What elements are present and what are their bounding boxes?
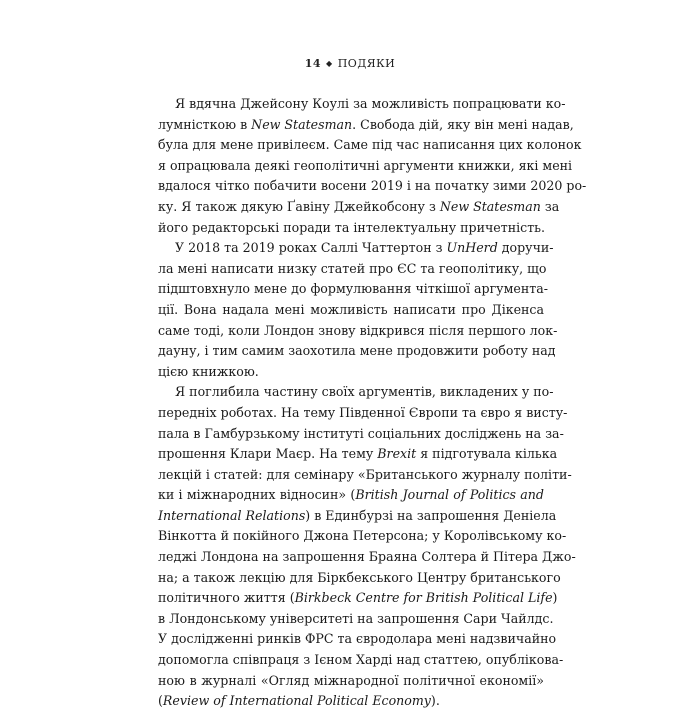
text-run: була для мене привілеєм. Саме під час написання цих колонок [158, 137, 582, 153]
text-run: леджі Лондона на запрошення Браяна Солтера й Пітера Джо- [158, 549, 576, 565]
text-line [158, 588, 558, 609]
text-line [158, 218, 544, 239]
text-line [158, 197, 560, 218]
text-run: ) в Единбурзі на запрошення Деніела [305, 507, 557, 523]
italic-title: New Statesman [251, 116, 353, 132]
text-run: доручи- [497, 240, 554, 256]
text-line [158, 506, 557, 527]
text-run: пала в Гамбурзькому інституті соціальних досліджень на за- [158, 425, 564, 441]
text-run: ції. Вона надала мені можливість написати про Дікенса [158, 301, 544, 317]
text-line [158, 94, 566, 115]
text-run: саме тоді, коли Лондон знову відкрився після першого лок- [158, 322, 558, 338]
text-line [158, 341, 556, 362]
text-line [158, 671, 544, 692]
italic-title: Review of International Political Economy [162, 693, 431, 709]
text-run: цією книжкою. [158, 363, 259, 379]
italic-title: Birkbeck Centre for British Political Life [294, 590, 553, 606]
text-run: його редакторські поради та інтелектуальну причетність. [158, 219, 546, 235]
text-line [158, 465, 572, 486]
text-run: я підготувала кілька [416, 446, 558, 462]
text-run: ) [552, 590, 558, 606]
text-run: ла мені написати низку статей про ЄС та геополітику, що [158, 260, 547, 276]
text-run: допомогла співпраця з Ієном Харді над статтею, опублікова- [158, 652, 564, 668]
text-line [158, 547, 576, 568]
text-run: У 2018 та 2019 роках Саллі Чаттертон з [175, 240, 447, 256]
text-run: дауну, і тим самим заохотила мене продовжити роботу над [158, 343, 556, 359]
text-line [158, 691, 544, 712]
diamond-separator-icon: ◆ [326, 59, 333, 68]
text-run: ки і міжнародних відносин» ( [158, 487, 356, 503]
text-run: за [540, 198, 560, 214]
text-line [158, 568, 561, 589]
text-line [158, 629, 557, 650]
text-line [158, 259, 547, 280]
text-run: У дослідженні ринків ФРС та євродолара мені надзвичайно [158, 631, 557, 647]
text-run: вдалося чітко побачити восени 2019 і на початку зими 2020 ро- [158, 178, 587, 194]
text-line [158, 609, 554, 630]
text-run: ). [430, 693, 440, 709]
italic-title: UnHerd [446, 240, 498, 256]
text-run: Я поглибила частину своїх аргументів, викладених у по- [175, 384, 554, 400]
text-run: я опрацювала деякі геополітичні аргументи книжки, які мені [158, 157, 573, 173]
paragraph [158, 382, 576, 712]
italic-title: International Relations [158, 507, 306, 523]
text-line [158, 115, 574, 136]
page-number: 14 [304, 57, 322, 70]
text-line [158, 279, 548, 300]
italic-title: British Journal of Politics and [355, 487, 544, 503]
text-run: підштовхнуло мене до формулювання чіткішої аргумента- [158, 281, 548, 297]
running-header [0, 56, 700, 73]
text-line [158, 403, 568, 424]
text-line [158, 176, 587, 197]
italic-title: New Statesman [439, 198, 541, 214]
paragraph [158, 94, 587, 238]
text-run: на; а також лекцію для Біркбекського Центру британського [158, 569, 561, 585]
text-run: прошення Клари Маєр. На тему [158, 446, 378, 462]
text-line [158, 444, 558, 465]
text-line [158, 300, 544, 321]
text-run: Я вдячна Джейсону Коулі за можливість попрацювати ко- [175, 96, 566, 111]
body-text [158, 94, 587, 712]
text-line [158, 382, 554, 403]
text-line [158, 424, 564, 445]
text-run: лекцій і статей: для семінару «Британського журналу політи- [158, 466, 572, 482]
italic-title: Brexit [377, 446, 417, 462]
text-line [158, 321, 558, 342]
text-run: . Свобода дій, яку він мені надав, [352, 116, 574, 132]
text-line [158, 650, 564, 671]
text-line [158, 362, 544, 383]
text-run: передніх роботах. На тему Південної Європи та євро я висту- [158, 404, 568, 420]
text-line [158, 238, 554, 259]
text-run: лумністкою в [158, 116, 252, 132]
text-line [158, 526, 567, 547]
text-run: ( [158, 693, 163, 709]
text-line [158, 135, 582, 156]
text-run: Вінкотта й покійного Джона Петерсона; у Королівському ко- [158, 528, 567, 544]
section-title: ПОДЯКИ [337, 57, 396, 70]
text-line [158, 485, 544, 506]
text-run: політичного життя ( [158, 590, 295, 606]
text-run: ку. Я також дякую Ґавіну Джейкобсону з [158, 198, 440, 214]
paragraph [158, 238, 558, 382]
text-run: в Лондонському університеті на запрошення Сари Чайлдс. [158, 610, 554, 626]
text-run: ною в журналі «Огляд міжнародної політичної економії» [158, 672, 544, 688]
text-line [158, 156, 573, 177]
